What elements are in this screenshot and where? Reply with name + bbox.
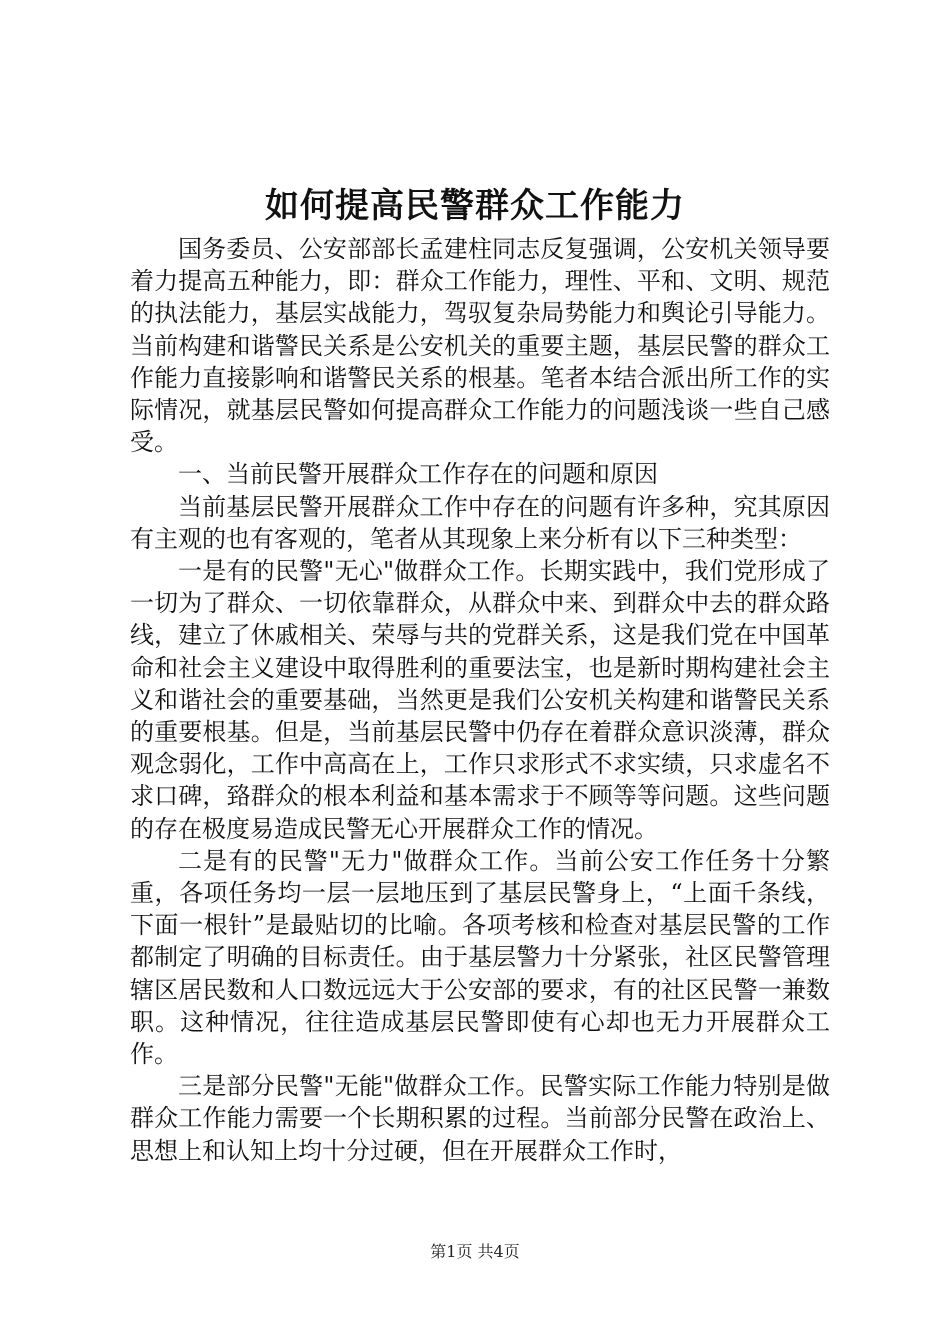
paragraph-overview: 当前基层民警开展群众工作中存在的问题有许多种，究其原因有主观的也有客观的，笔者从其现象上来分析有以下三种类型： [130,492,830,553]
section-heading: 一、当前民警开展群众工作存在的问题和原因 [178,460,658,489]
page-footer: 第1页 共4页 [430,1242,520,1261]
paragraph-point-two: 二是有的民警"无力"做群众工作。当前公安工作任务十分繁重，各项任务均一层一层地压到了基层民警身上，“上面千条线，下面一根针”是最贴切的比喻。各项考核和检查对基层民警的工作都制定了明确的目标责任。由于基层警力十分紧张，社区民警管理辖区居民数和人口数远远大于公安部的要求，有的社区民警一兼数职。这种情况，往往造成基层民警即使有心却也无力开展群众工作。 [130,846,830,1069]
document-body [130,233,830,1167]
document-title: 如何提高民警群众工作能力 [265,186,685,226]
paragraph-point-three: 三是部分民警"无能"做群众工作。民警实际工作能力特别是做群众工作能力需要一个长期积累的过程。当前部分民警在政治上、思想上和认知上均十分过硬，但在开展群众工作时， [130,1072,830,1165]
paragraph-point-one: 一是有的民警"无心"做群众工作。长期实践中，我们党形成了一切为了群众、一切依靠群众，从群众中来、到群众中去的群众路线，建立了休戚相关、荣辱与共的党群关系，这是我们党在中国革命和社会主义建设中取得胜利的重要法宝，也是新时期构建社会主义和谐社会的重要基础，当然更是我们公安机关构建和谐警民关系的重要根基。但是，当前基层民警中仍存在着群众意识淡薄，群众观念弱化，工作中高高在上，工作只求形式不求实绩，只求虚名不求口碑，臵群众的根本利益和基本需求于不顾等等问题。这些问题的存在极度易造成民警无心开展群众工作的情况。 [130,557,830,843]
paragraph-intro: 国务委员、公安部部长孟建柱同志反复强调，公安机关领导要着力提高五种能力，即：群众工作能力，理性、平和、文明、规范的执法能力，基层实战能力，驾驭复杂局势能力和舆论引导能力。当前构建和谐警民关系是公安机关的重要主题，基层民警的群众工作能力直接影响和谐警民关系的根基。笔者本结合派出所工作的实际情况，就基层民警如何提高群众工作能力的问题浅谈一些自己感受。 [130,235,830,457]
